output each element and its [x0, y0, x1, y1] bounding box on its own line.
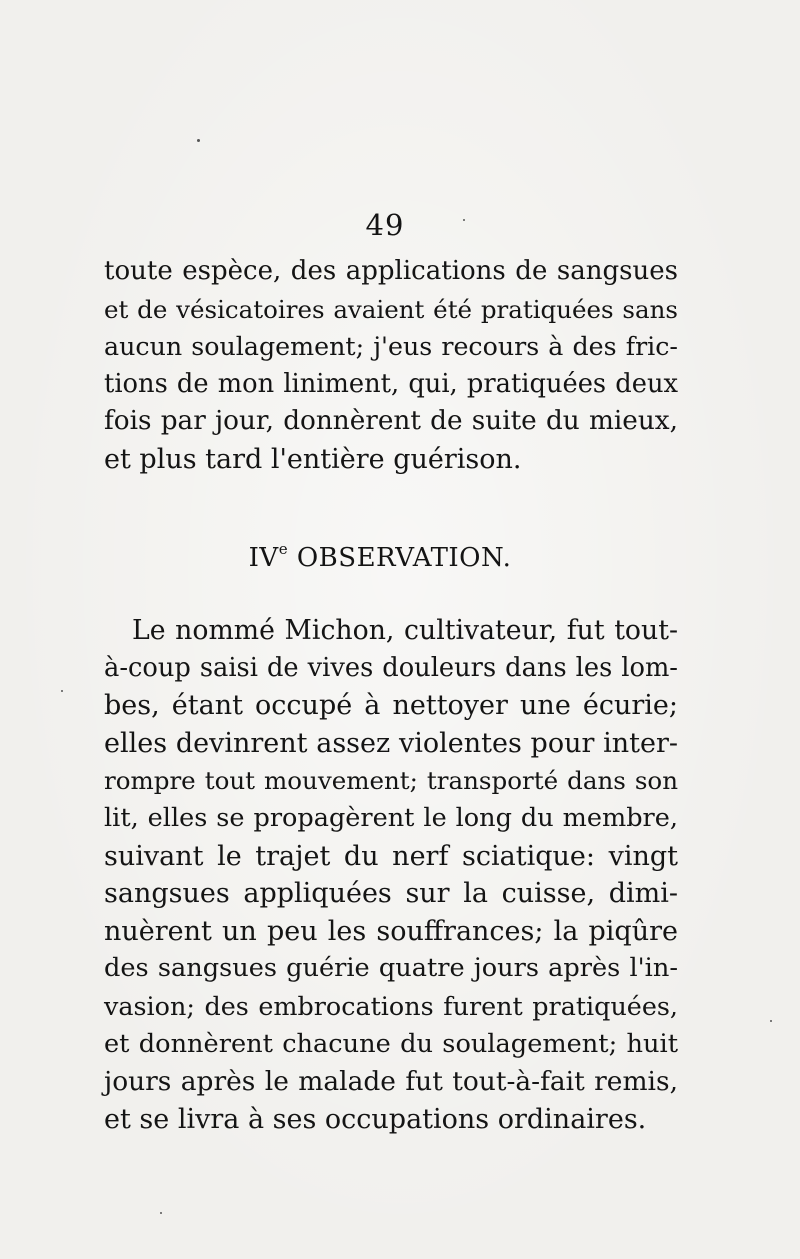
section-heading	[0, 540, 760, 573]
paper-speck	[160, 1212, 162, 1214]
text-line: fois par jour, donnèrent de suite du mieux,	[104, 406, 678, 437]
paper-speck	[197, 139, 200, 142]
text-line: sangsues appliquées sur la cuisse, dimi-	[104, 878, 678, 910]
paragraph-continued	[104, 253, 678, 479]
page-number: 49	[365, 208, 405, 242]
paper-speck	[770, 1020, 772, 1022]
text-line: suivant le trajet du nerf sciatique: vingt	[104, 840, 678, 872]
text-line: lit, elles se propagèrent le long du membre,	[104, 802, 678, 833]
text-line: tions de mon liniment, qui, pratiquées deux	[104, 368, 678, 399]
paper-speck	[463, 219, 465, 221]
text-line: toute espèce, des applications de sangsues	[104, 256, 678, 286]
text-line: bes, étant occupé à nettoyer une écurie;	[104, 690, 678, 722]
text-line: aucun soulagement; j'eus recours à des fric-	[104, 331, 678, 362]
text-line: et de vésicatoires avaient été pratiquées sans	[104, 294, 678, 324]
text-line: et se livra à ses occupations ordinaires.	[104, 1103, 647, 1135]
heading-text: OBSERVATION.	[296, 543, 512, 573]
text-line: et plus tard l'entière guérison.	[104, 443, 522, 475]
text-line: à-coup saisi de vives douleurs dans les lom-	[104, 652, 678, 683]
paragraph-observation	[104, 612, 678, 1138]
paper-speck	[61, 690, 63, 692]
text-line: elles devinrent assez violentes pour inter-	[104, 727, 678, 759]
text-line: vasion; des embrocations furent pratiquées,	[104, 990, 678, 1021]
text-line: jours après le malade fut tout-à-fait remis,	[104, 1066, 678, 1098]
text-line: Le nommé Michon, cultivateur, fut tout-	[132, 615, 678, 646]
text-line: et donnèrent chacune du soulagement; huit	[104, 1028, 678, 1059]
heading-numeral: IV	[248, 543, 279, 573]
text-line: des sangsues guérie quatre jours après l'in-	[104, 953, 678, 984]
heading-superscript: e	[278, 540, 289, 558]
text-line: nuèrent un peu les souffrances; la piqûre	[104, 915, 678, 947]
text-line: rompre tout mouvement; transporté dans son	[104, 766, 678, 796]
